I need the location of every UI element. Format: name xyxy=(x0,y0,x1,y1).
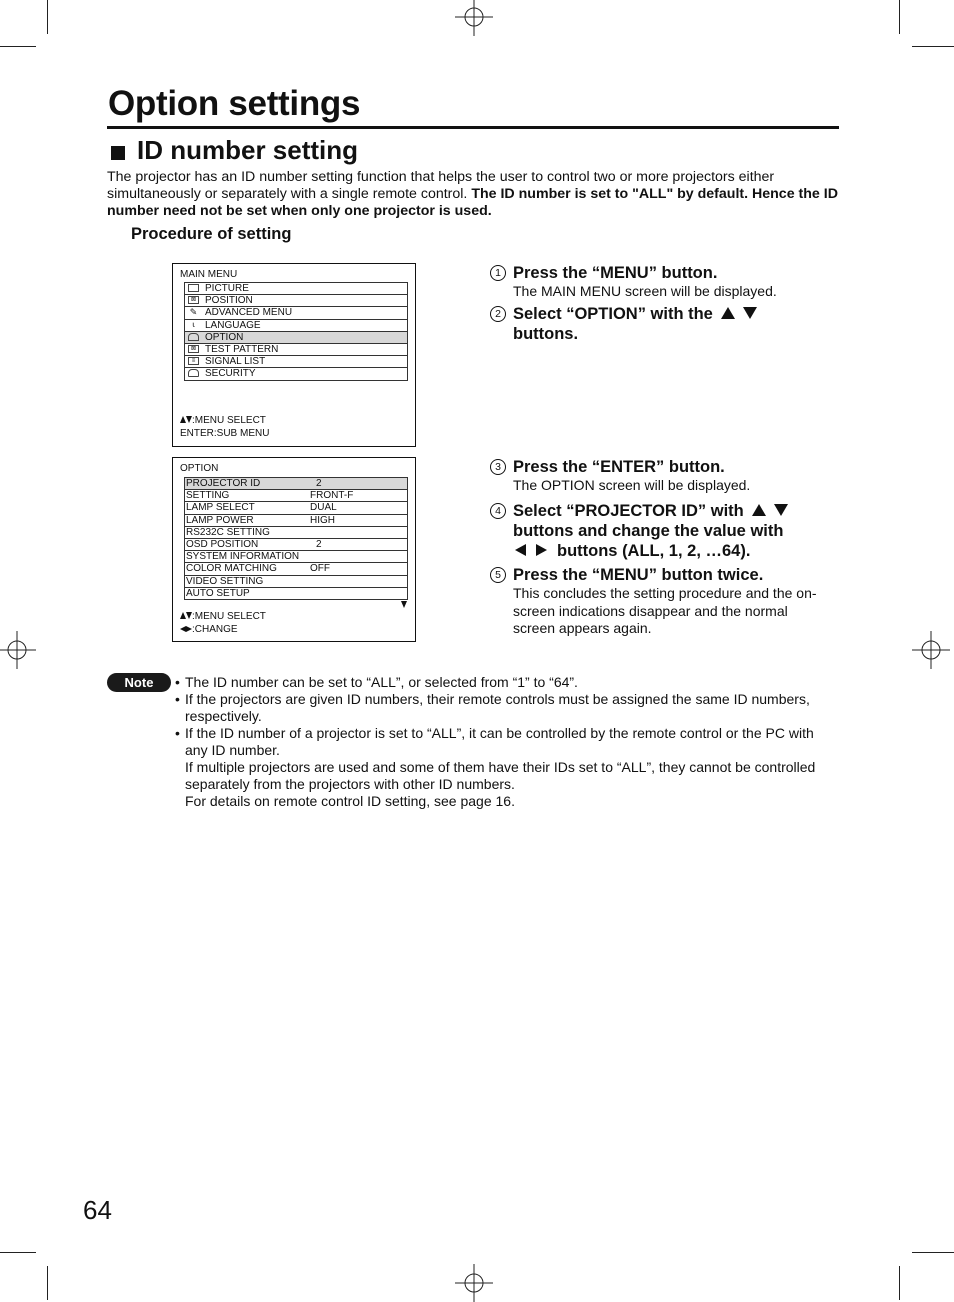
title-rule xyxy=(107,126,839,129)
option-value: DUAL xyxy=(310,502,337,514)
option-value: 2 xyxy=(316,538,322,550)
step-number: 1 xyxy=(490,265,506,281)
intro-paragraph xyxy=(107,169,842,220)
crop-mark xyxy=(47,0,48,34)
option-row-system-information[interactable] xyxy=(185,551,407,563)
square-bullet-icon xyxy=(111,146,125,160)
registration-mark-bottom xyxy=(455,1264,493,1302)
menu-item-security[interactable] xyxy=(185,368,407,380)
procedure-heading: Procedure of setting xyxy=(131,225,292,243)
note-item xyxy=(175,691,835,725)
step-heading: Press the “MENU” button. xyxy=(513,264,718,282)
option-label: SETTING xyxy=(186,490,230,502)
step-heading xyxy=(513,501,840,521)
test-pattern-icon: ⊠ xyxy=(188,345,199,353)
step-heading: Press the “MENU” button twice. xyxy=(513,566,764,584)
menu-item-language[interactable] xyxy=(185,320,407,332)
option-value: FRONT-F xyxy=(310,490,354,502)
up-arrow-icon xyxy=(721,307,735,319)
advanced-menu-icon: ✎ xyxy=(189,308,198,317)
menu-item-label: OPTION xyxy=(205,331,244,343)
footer-text: :CHANGE xyxy=(192,624,238,635)
option-icon xyxy=(188,333,199,341)
step-heading-text: buttons (ALL, 1, 2, …64). xyxy=(557,542,751,560)
step-description: This concludes the setting procedure and the on-screen indications disappear and the normal screen appears again. xyxy=(513,585,817,636)
step-5 xyxy=(490,565,840,638)
step-4 xyxy=(490,501,840,561)
step-description: The OPTION screen will be displayed. xyxy=(513,477,751,493)
note-text: If the ID number of a projector is set to “ALL”, it can be controlled by the remote control or the PC with any ID number. xyxy=(185,725,814,758)
option-label: RS232C SETTING xyxy=(186,526,270,538)
menu-item-position[interactable] xyxy=(185,295,407,307)
option-label: LAMP POWER xyxy=(186,514,254,526)
down-arrow-icon xyxy=(774,504,788,516)
note-item xyxy=(175,674,835,691)
option-label: COLOR MATCHING xyxy=(186,563,277,575)
option-row-setting[interactable] xyxy=(185,490,407,502)
menu-item-label: PICTURE xyxy=(205,283,249,294)
registration-mark-right xyxy=(912,631,950,669)
crop-mark xyxy=(0,46,36,47)
crop-mark xyxy=(912,46,954,47)
footer-menu-select xyxy=(180,414,269,427)
step-heading-cont: buttons and change the value with xyxy=(513,522,784,540)
position-icon: ⊠ xyxy=(188,296,199,304)
bullet-icon: • xyxy=(175,725,180,741)
scroll-down-icon[interactable] xyxy=(401,601,407,608)
option-label: VIDEO SETTING xyxy=(186,575,264,587)
note-text: If the projectors are given ID numbers, their remote controls must be assigned the same ID numbers, respectively. xyxy=(185,691,810,724)
step-heading-text: Select “PROJECTOR ID” with xyxy=(513,502,744,520)
option-row-rs232c-setting[interactable] xyxy=(185,527,407,539)
step-heading-cont xyxy=(513,541,840,561)
footer-enter: ENTER:SUB MENU xyxy=(180,428,270,439)
step-2 xyxy=(490,304,840,344)
step-number: 4 xyxy=(490,503,506,519)
picture-icon xyxy=(188,284,199,292)
menu-item-label: SIGNAL LIST xyxy=(205,356,266,368)
step-number: 3 xyxy=(490,459,506,475)
option-label: PROJECTOR ID xyxy=(186,478,261,489)
down-arrow-icon xyxy=(743,307,757,319)
menu-item-option[interactable] xyxy=(185,332,407,344)
step-heading-text: Select “OPTION” with the xyxy=(513,305,713,323)
crop-mark xyxy=(0,1252,36,1253)
option-label: OSD POSITION xyxy=(186,538,259,550)
signal-list-icon: ≡ xyxy=(188,357,199,365)
menu-item-label: LANGUAGE xyxy=(205,319,261,331)
left-arrow-icon xyxy=(515,544,526,556)
note-extra: For details on remote control ID setting, see page 16. xyxy=(185,793,515,809)
step-number: 2 xyxy=(490,306,506,322)
crop-mark xyxy=(899,0,900,34)
registration-mark-left xyxy=(0,631,36,669)
option-row-projector-id[interactable] xyxy=(185,478,407,490)
note-extra: If multiple projectors are used and some of them have their IDs set to “ALL”, they cannot be controlled separately from the projectors with other ID numbers. xyxy=(185,759,816,792)
intro-text: The projector has an ID number setting function that helps the user to control two or more projectors either simultaneously or separately with a single remote control. xyxy=(107,169,775,202)
option-value: 2 xyxy=(316,478,322,489)
option-value: OFF xyxy=(310,563,330,575)
note-badge: Note xyxy=(107,673,171,692)
step-heading-cont: buttons. xyxy=(513,325,579,343)
option-row-lamp-select[interactable] xyxy=(185,502,407,514)
security-icon xyxy=(188,369,199,377)
footer-text: :MENU SELECT xyxy=(192,611,266,622)
footer-text: :MENU SELECT xyxy=(192,415,266,426)
step-1 xyxy=(490,263,840,301)
option-menu-list xyxy=(184,477,408,600)
option-value: HIGH xyxy=(310,514,335,526)
option-row-color-matching[interactable] xyxy=(185,563,407,575)
page-number: 64 xyxy=(83,1195,112,1225)
menu-item-picture[interactable] xyxy=(185,283,407,295)
registration-mark-top xyxy=(455,0,493,36)
section-heading xyxy=(111,135,358,166)
intro-bold-text: The ID number is set to "ALL" by default. Hence the ID number need not be set when only one projector is used. xyxy=(107,186,838,219)
step-heading: Press the “ENTER” button. xyxy=(513,458,725,476)
option-menu-title: OPTION xyxy=(180,463,219,474)
menu-item-advanced-menu[interactable] xyxy=(185,307,407,319)
menu-item-label: TEST PATTERN xyxy=(205,343,279,355)
menu-item-label: POSITION xyxy=(205,295,253,307)
option-label: LAMP SELECT xyxy=(186,502,255,514)
note-text: The ID number can be set to “ALL”, or selected from “1” to “64”. xyxy=(185,674,578,690)
bullet-icon: • xyxy=(175,691,180,707)
option-screen xyxy=(172,457,416,642)
crop-mark xyxy=(912,1252,954,1253)
option-row-lamp-power[interactable] xyxy=(185,515,407,527)
right-arrow-icon xyxy=(536,544,547,556)
note-item xyxy=(175,725,835,759)
crop-mark xyxy=(899,1266,900,1300)
section-heading-text: ID number setting xyxy=(137,135,359,165)
main-menu-title: MAIN MENU xyxy=(180,269,238,280)
option-menu-footer xyxy=(180,610,266,636)
step-description: The MAIN MENU screen will be displayed. xyxy=(513,283,777,299)
page-title: Option settings xyxy=(108,84,361,123)
menu-item-label: SECURITY xyxy=(205,368,256,380)
footer-change xyxy=(180,623,266,636)
language-icon: ⍳ xyxy=(192,320,195,329)
step-3 xyxy=(490,457,840,495)
menu-item-label: ADVANCED MENU xyxy=(205,307,293,319)
step-heading xyxy=(513,304,840,324)
note-list xyxy=(175,674,835,810)
menu-item-test-pattern[interactable] xyxy=(185,344,407,356)
up-arrow-icon xyxy=(752,504,766,516)
crop-mark xyxy=(47,1266,48,1300)
main-menu-footer xyxy=(180,414,269,440)
option-row-auto-setup[interactable] xyxy=(185,588,407,600)
footer-menu-select xyxy=(180,610,266,623)
option-label: SYSTEM INFORMATION xyxy=(186,551,300,563)
option-row-osd-position[interactable] xyxy=(185,539,407,551)
main-menu-list xyxy=(184,282,408,381)
option-label: AUTO SETUP xyxy=(186,587,250,599)
step-number: 5 xyxy=(490,567,506,583)
bullet-icon: • xyxy=(175,674,180,690)
option-row-video-setting[interactable] xyxy=(185,576,407,588)
menu-item-signal-list[interactable] xyxy=(185,356,407,368)
main-menu-screen xyxy=(172,263,416,447)
